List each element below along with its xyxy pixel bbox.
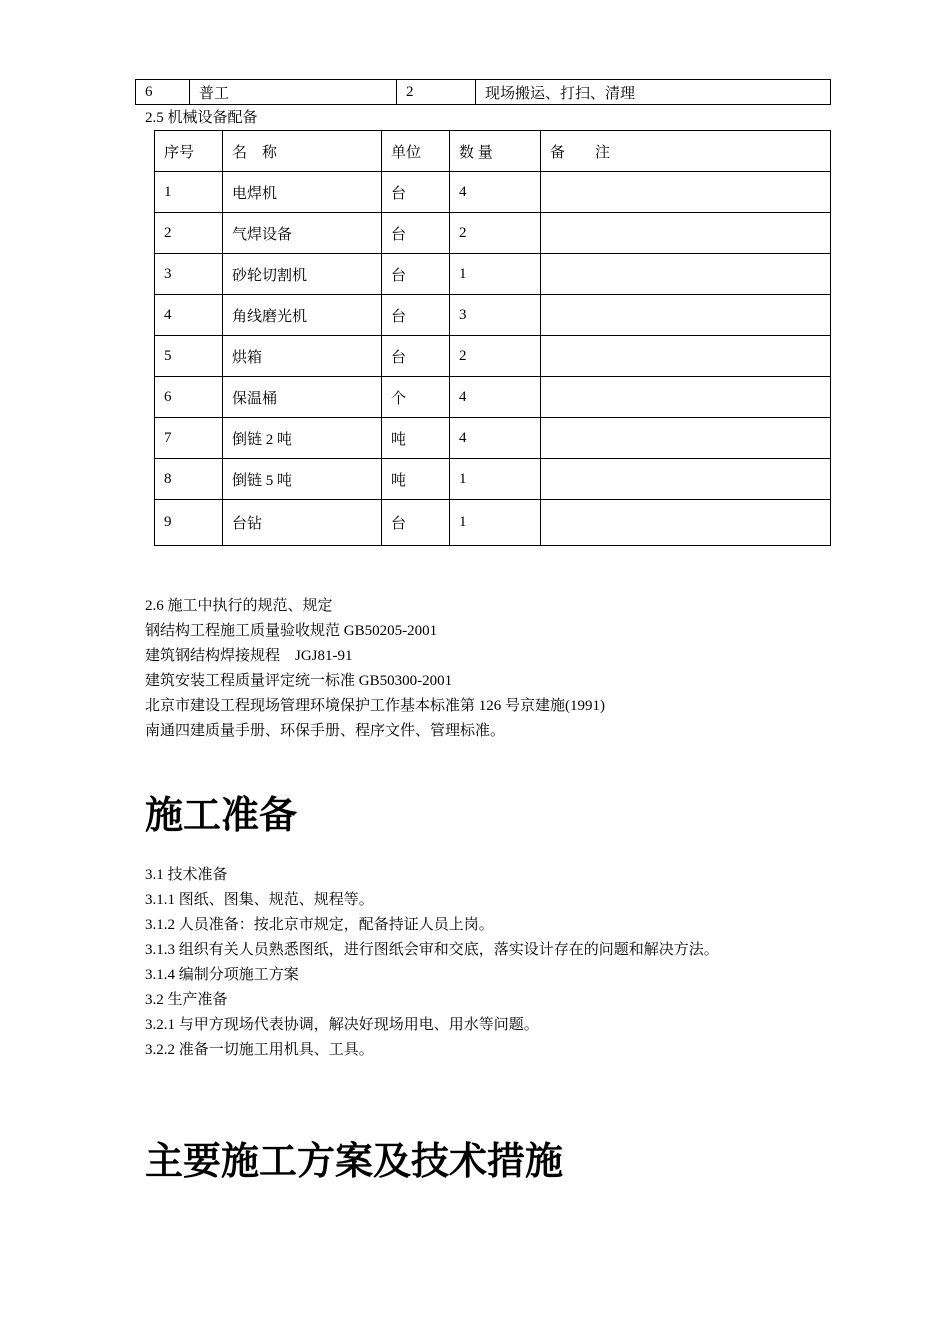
row-unit-cell: 台 bbox=[382, 172, 450, 213]
prep-line: 3.1.3 组织有关人员熟悉图纸，进行图纸会审和交底，落实设计存在的问题和解决方法。 bbox=[145, 942, 719, 958]
table-row bbox=[155, 336, 831, 377]
row-unit-cell: 台 bbox=[382, 254, 450, 295]
row-no-cell: 7 bbox=[155, 418, 223, 459]
header-cell: 备 注 bbox=[541, 131, 831, 172]
row-qty-cell: 2 bbox=[450, 336, 541, 377]
labor-type: 普工 bbox=[190, 80, 397, 105]
row-no-cell: 6 bbox=[155, 377, 223, 418]
row-note-cell bbox=[541, 295, 831, 336]
row-unit-cell: 个 bbox=[382, 377, 450, 418]
table-row bbox=[155, 172, 831, 213]
prep-line: 3.1.2 人员准备：按北京市规定，配备持证人员上岗。 bbox=[145, 917, 494, 933]
table-header-row bbox=[155, 131, 831, 172]
row-unit-cell: 台 bbox=[382, 500, 450, 546]
standard-item: 南通四建质量手册、环保手册、程序文件、管理标准。 bbox=[145, 723, 506, 739]
header-cell: 数 量 bbox=[450, 131, 541, 172]
row-qty-cell: 2 bbox=[450, 213, 541, 254]
prep-line: 3.2 生产准备 bbox=[145, 992, 228, 1008]
table-row bbox=[155, 295, 831, 336]
section-heading-main-plan: 主要施工方案及技术措施 bbox=[145, 1139, 564, 1183]
row-unit-cell: 吨 bbox=[382, 459, 450, 500]
table-row bbox=[136, 80, 831, 105]
equipment-table bbox=[154, 130, 831, 546]
row-no-cell: 3 bbox=[155, 254, 223, 295]
prep-line: 3.2.2 准备一切施工用机具、工具。 bbox=[145, 1042, 374, 1058]
labor-count: 2 bbox=[397, 80, 476, 105]
row-qty-cell: 4 bbox=[450, 418, 541, 459]
row-unit-cell: 台 bbox=[382, 213, 450, 254]
row-no-cell: 2 bbox=[155, 213, 223, 254]
prep-line: 3.1 技术准备 bbox=[145, 867, 228, 883]
table-row bbox=[155, 418, 831, 459]
labor-duty: 现场搬运、打扫、清理 bbox=[476, 80, 831, 105]
labor-table-tail bbox=[135, 79, 831, 105]
row-no-cell: 4 bbox=[155, 295, 223, 336]
table-row bbox=[155, 459, 831, 500]
row-qty-cell: 4 bbox=[450, 377, 541, 418]
prep-line: 3.1.4 编制分项施工方案 bbox=[145, 967, 299, 983]
row-name-cell: 保温桶 bbox=[223, 377, 382, 418]
standard-item: 建筑钢结构焊接规程 JGJ81-91 bbox=[145, 648, 353, 664]
row-note-cell bbox=[541, 172, 831, 213]
row-note-cell bbox=[541, 213, 831, 254]
section-heading-preparation: 施工准备 bbox=[145, 793, 298, 837]
row-unit-cell: 台 bbox=[382, 295, 450, 336]
row-name-cell: 气焊设备 bbox=[223, 213, 382, 254]
row-name-cell: 电焊机 bbox=[223, 172, 382, 213]
row-unit-cell: 吨 bbox=[382, 418, 450, 459]
row-qty-cell: 4 bbox=[450, 172, 541, 213]
standard-item: 建筑安装工程质量评定统一标准 GB50300-2001 bbox=[145, 673, 453, 689]
row-qty-cell: 1 bbox=[450, 254, 541, 295]
row-note-cell bbox=[541, 418, 831, 459]
header-cell: 名 称 bbox=[223, 131, 382, 172]
row-name-cell: 砂轮切割机 bbox=[223, 254, 382, 295]
row-qty-cell: 1 bbox=[450, 500, 541, 546]
row-unit-cell: 台 bbox=[382, 336, 450, 377]
row-no-cell: 9 bbox=[155, 500, 223, 546]
table-row bbox=[155, 254, 831, 295]
equipment-title: 2.5 机械设备配备 bbox=[145, 110, 258, 126]
row-no-cell: 5 bbox=[155, 336, 223, 377]
row-no-cell: 8 bbox=[155, 459, 223, 500]
row-name-cell: 烘箱 bbox=[223, 336, 382, 377]
row-name-cell: 台钻 bbox=[223, 500, 382, 546]
row-note-cell bbox=[541, 459, 831, 500]
row-note-cell bbox=[541, 377, 831, 418]
header-cell: 单位 bbox=[382, 131, 450, 172]
row-note-cell bbox=[541, 500, 831, 546]
row-note-cell bbox=[541, 254, 831, 295]
table-row bbox=[155, 213, 831, 254]
standard-item: 北京市建设工程现场管理环境保护工作基本标准第 126 号京建施(1991) bbox=[145, 698, 605, 714]
row-qty-cell: 1 bbox=[450, 459, 541, 500]
table-row bbox=[155, 500, 831, 546]
standards-title: 2.6 施工中执行的规范、规定 bbox=[145, 598, 333, 614]
table-row bbox=[155, 377, 831, 418]
standard-item: 钢结构工程施工质量验收规范 GB50205-2001 bbox=[145, 623, 438, 639]
prep-line: 3.1.1 图纸、图集、规范、规程等。 bbox=[145, 892, 374, 908]
labor-no: 6 bbox=[136, 80, 190, 105]
row-qty-cell: 3 bbox=[450, 295, 541, 336]
row-no-cell: 1 bbox=[155, 172, 223, 213]
row-name-cell: 倒链 2 吨 bbox=[223, 418, 382, 459]
row-name-cell: 角线磨光机 bbox=[223, 295, 382, 336]
row-note-cell bbox=[541, 336, 831, 377]
row-name-cell: 倒链 5 吨 bbox=[223, 459, 382, 500]
header-cell: 序号 bbox=[155, 131, 223, 172]
prep-line: 3.2.1 与甲方现场代表协调，解决好现场用电、用水等问题。 bbox=[145, 1017, 539, 1033]
